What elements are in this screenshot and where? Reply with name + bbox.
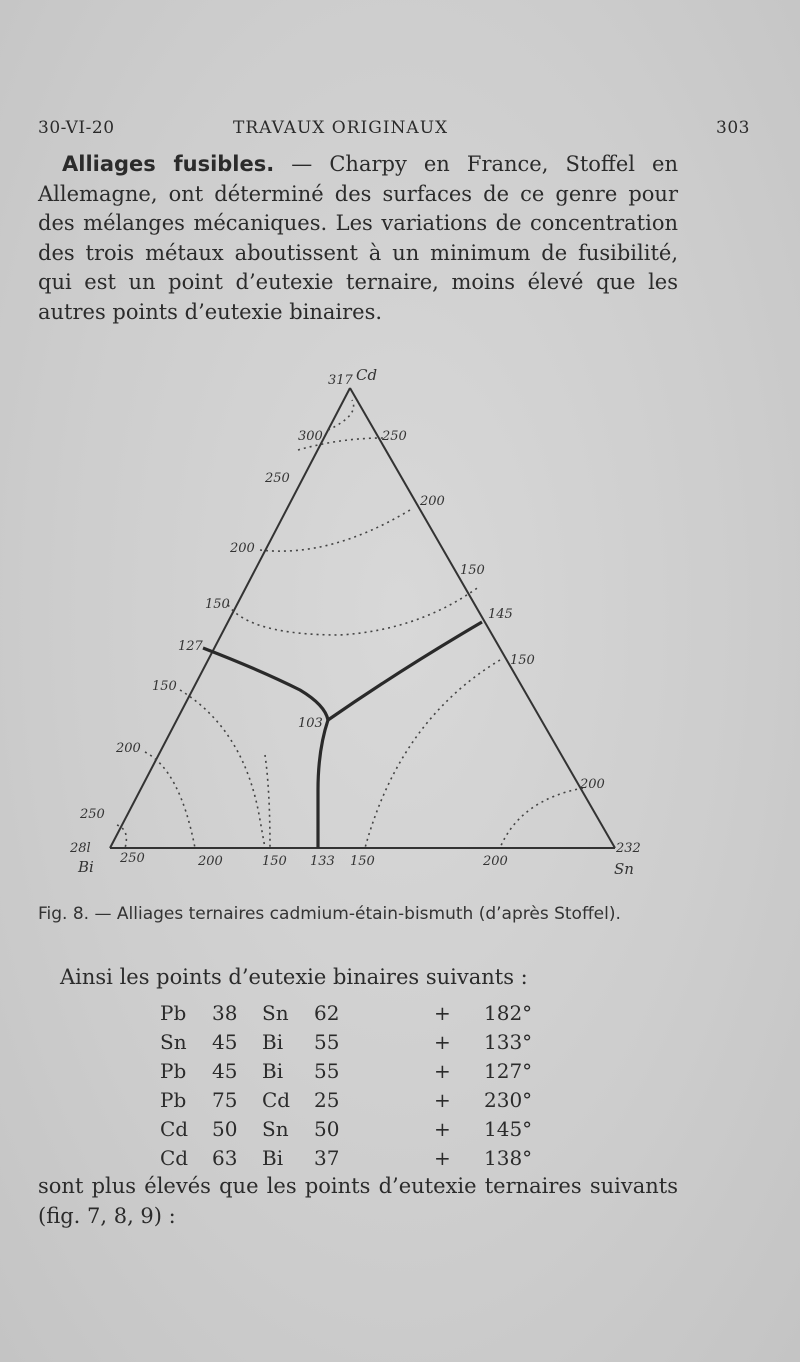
eutectic-m1: Cd (160, 1145, 189, 1170)
eutectic-m2: Bi (262, 1145, 284, 1170)
eutectic-temp: 133° (484, 1029, 533, 1054)
ternary-diagram (70, 360, 700, 890)
left-label-250b: 250 (80, 807, 105, 822)
bottom-label-150b: 150 (350, 854, 375, 869)
left-label-200: 200 (230, 541, 255, 556)
eutectic-p1: 63 (212, 1145, 238, 1170)
eutectic-plus: + (434, 1000, 451, 1025)
eutectic-m1: Pb (160, 1087, 187, 1112)
left-label-200b: 200 (116, 741, 141, 756)
eutectic-plus: + (434, 1116, 451, 1141)
ternary-eutectic-label: 103 (298, 716, 323, 731)
eutectic-plus: + (434, 1029, 451, 1054)
eutectic-p2: 55 (314, 1058, 340, 1083)
list-intro: Ainsi les points d’eutexie binaires suivants : (60, 965, 528, 989)
section-title: TRAVAUX ORIGINAUX (233, 118, 449, 138)
eutectic-p2: 62 (314, 1000, 340, 1025)
bottom-label-133: 133 (310, 854, 335, 869)
eutectic-m2: Bi (262, 1058, 284, 1083)
eutectic-m1: Pb (160, 1000, 187, 1025)
bottom-label-250: 250 (120, 851, 145, 866)
left-label-300: 300 (298, 429, 323, 444)
running-head (38, 118, 758, 142)
eutectic-p1: 45 (212, 1029, 238, 1054)
left-label-150: 150 (205, 597, 230, 612)
triangle-outline (110, 388, 615, 848)
eutectic-p1: 45 (212, 1058, 238, 1083)
top-vertex-temp: 317 (328, 373, 353, 388)
right-label-250: 250 (382, 429, 407, 444)
left-vertex-label: Bi (78, 858, 94, 876)
bottom-label-200: 200 (198, 854, 223, 869)
closing-paragraph: sont plus élevés que les points d’eutexie ternaires suivants (fig. 7, 8, 9) : (38, 1174, 678, 1228)
eutectic-p1: 50 (212, 1116, 238, 1141)
eutectic-m1: Cd (160, 1116, 189, 1141)
eutectic-p2: 50 (314, 1116, 340, 1141)
ternary-diagram-svg (70, 360, 700, 890)
eutectic-m2: Cd (262, 1087, 291, 1112)
eutectic-temp: 182° (484, 1000, 533, 1025)
right-vertex-label: Sn (614, 860, 634, 878)
eutectic-temp: 127° (484, 1058, 533, 1083)
left-label-150b: 150 (152, 679, 177, 694)
eutectic-row (160, 1056, 564, 1085)
right-label-150: 150 (460, 563, 485, 578)
eutectic-row (160, 1085, 564, 1114)
date-label: 30-VI-20 (38, 118, 115, 138)
intro-paragraph (38, 150, 678, 327)
right-label-145: 145 (488, 607, 513, 622)
eutectic-temp: 138° (484, 1145, 533, 1170)
left-vertex-temp: 28l (70, 841, 91, 856)
binary-eutectics-table (160, 998, 564, 1172)
eutectic-m1: Pb (160, 1058, 187, 1083)
right-vertex-temp: 232 (616, 841, 641, 856)
eutectic-p2: 55 (314, 1029, 340, 1054)
eutectic-plus: + (434, 1087, 451, 1112)
eutectic-m2: Sn (262, 1116, 289, 1141)
left-label-127: 127 (178, 639, 203, 654)
left-label-250: 250 (265, 471, 290, 486)
eutectic-temp: 230° (484, 1087, 533, 1112)
eutectic-temp: 145° (484, 1116, 533, 1141)
eutectic-row (160, 1027, 564, 1056)
eutectic-m1: Sn (160, 1029, 187, 1054)
bottom-label-150: 150 (262, 854, 287, 869)
paragraph-title: Alliages fusibles. (62, 152, 275, 176)
right-label-200b: 200 (580, 777, 605, 792)
eutectic-plus: + (434, 1145, 451, 1170)
eutectic-m2: Bi (262, 1029, 284, 1054)
figure-caption: Fig. 8. — Alliages ternaires cadmium-étain-bismuth (d’après Stoffel). (38, 904, 621, 924)
eutectic-row (160, 1114, 564, 1143)
right-label-200: 200 (420, 494, 445, 509)
eutectic-p2: 37 (314, 1145, 340, 1170)
bottom-label-200b: 200 (483, 854, 508, 869)
eutectic-lines (203, 622, 482, 848)
eutectic-m2: Sn (262, 1000, 289, 1025)
eutectic-p1: 38 (212, 1000, 238, 1025)
eutectic-row (160, 1143, 564, 1172)
eutectic-row (160, 998, 564, 1027)
eutectic-p2: 25 (314, 1087, 340, 1112)
eutectic-p1: 75 (212, 1087, 238, 1112)
page-number: 303 (716, 118, 750, 138)
paragraph-text: — Charpy en France, Stoffel en Allemagne, ont déterminé des surfaces de ce genre pour des mélanges mécaniques. Les variations de concentration des trois métaux aboutissent à un minimum de fusibilité, qui est un point d’eutexie ternaire, moins élevé que les autres points d’eutexie binaires. (38, 152, 679, 324)
eutectic-plus: + (434, 1058, 451, 1083)
top-vertex-label: Cd (356, 366, 378, 384)
right-label-150b: 150 (510, 653, 535, 668)
isotherm-curves (117, 400, 583, 848)
